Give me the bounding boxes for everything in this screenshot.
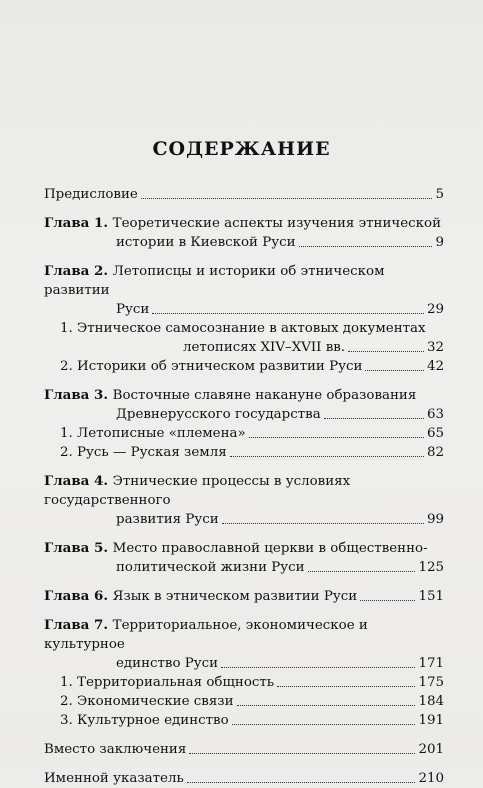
toc-entry-text — [60, 692, 234, 711]
toc-entry-text — [44, 216, 441, 231]
toc-line — [44, 386, 444, 405]
toc-entry-text — [116, 405, 321, 424]
toc-entry — [44, 769, 444, 788]
toc-line — [60, 319, 444, 338]
toc-entry-text — [44, 185, 138, 204]
page-number: 99 — [426, 512, 444, 527]
dot-leader — [299, 246, 433, 247]
entry-title: Именной указатель — [44, 771, 184, 786]
toc-entry-text — [44, 541, 428, 556]
toc-subentry — [60, 711, 444, 730]
entry-title: Летописцы и историки об этническом развитии — [44, 264, 385, 298]
toc-entry-text — [44, 264, 384, 298]
toc-entry-text — [116, 654, 218, 673]
toc-entry — [44, 214, 444, 252]
page-number: 210 — [418, 771, 444, 786]
dot-leader — [187, 782, 416, 783]
table-of-contents — [44, 185, 444, 788]
toc-entry-text — [60, 357, 362, 376]
toc-line-with-page — [44, 587, 444, 606]
entry-title: 2. Русь — Руская земля — [60, 445, 227, 460]
page-number: 125 — [418, 560, 444, 575]
page-number: 191 — [418, 713, 444, 728]
toc-spacer — [44, 577, 444, 587]
page-number: 9 — [435, 235, 444, 250]
toc-subentry — [60, 319, 444, 357]
page-number: 29 — [426, 302, 444, 317]
dot-leader — [141, 198, 433, 199]
toc-line-with-page — [44, 654, 444, 673]
toc-spacer — [44, 204, 444, 214]
entry-title: истории в Киевской Руси — [116, 235, 296, 250]
entry-title: 2. Историки об этническом развитии Руси — [60, 359, 363, 374]
toc-entry-text — [60, 673, 274, 692]
entry-title: летописях XIV–XVII вв. — [183, 340, 346, 355]
chapter-number: Глава 5. — [44, 540, 113, 556]
toc-entry-text — [44, 769, 184, 788]
toc-line-with-page — [60, 692, 444, 711]
dot-leader — [348, 351, 424, 352]
toc-entry — [44, 185, 444, 204]
page-number: 184 — [418, 694, 444, 709]
toc-line-with-page — [60, 673, 444, 692]
toc-line — [44, 539, 444, 558]
toc-spacer — [44, 252, 444, 262]
chapter-number: Глава 2. — [44, 263, 113, 279]
dot-leader — [152, 313, 424, 314]
toc-spacer — [44, 462, 444, 472]
toc-line-with-page — [60, 443, 444, 462]
entry-title: Место православной церкви в общественно- — [112, 541, 428, 556]
toc-spacer — [44, 376, 444, 386]
toc-subentry — [60, 357, 444, 376]
toc-line-with-page — [44, 233, 444, 252]
toc-entry-text — [116, 233, 296, 252]
toc-line-with-page — [44, 740, 444, 759]
toc-line-with-page — [44, 769, 444, 788]
toc-entry — [44, 386, 444, 424]
entry-title: Территориальное, экономическое и культурное — [44, 618, 368, 652]
toc-entry-text — [44, 618, 368, 652]
toc-subentry — [60, 692, 444, 711]
dot-leader — [221, 667, 415, 668]
toc-subentry — [60, 443, 444, 462]
chapter-number: Глава 4. — [44, 473, 113, 489]
toc-entry-text — [44, 474, 350, 508]
toc-spacer — [44, 606, 444, 616]
toc-line-with-page — [44, 558, 444, 577]
entry-title: Руси — [116, 302, 150, 317]
toc-entry — [44, 262, 444, 319]
dot-leader — [237, 705, 416, 706]
toc-spacer — [44, 529, 444, 539]
dot-leader — [189, 753, 415, 754]
toc-entry-text — [60, 424, 246, 443]
entry-title: 3. Культурное единство — [60, 713, 229, 728]
toc-line — [44, 214, 444, 233]
toc-entry-text — [60, 321, 426, 336]
toc-spacer — [44, 759, 444, 769]
toc-entry-text — [60, 711, 229, 730]
toc-entry — [44, 616, 444, 673]
entry-title: Вместо заключения — [44, 742, 187, 757]
dot-leader — [232, 724, 416, 725]
dot-leader — [222, 523, 424, 524]
toc-entry-text — [116, 510, 219, 529]
entry-title: Восточные славяне накануне образования — [112, 388, 417, 403]
entry-title: 1. Летописные «племена» — [60, 426, 246, 441]
toc-entry-text — [116, 558, 305, 577]
dot-leader — [230, 456, 424, 457]
chapter-number: Глава 1. — [44, 215, 113, 231]
bleed-through-header — [40, 14, 440, 26]
toc-line-with-page — [60, 424, 444, 443]
entry-title: Этнические процессы в условиях государственного — [44, 474, 351, 508]
toc-line-with-page — [44, 510, 444, 529]
toc-entry — [44, 472, 444, 529]
entry-title: 2. Экономические связи — [60, 694, 234, 709]
chapter-number: Глава 7. — [44, 617, 113, 633]
entry-title: Язык в этническом развитии Руси — [112, 589, 358, 604]
toc-entry — [44, 587, 444, 606]
page-title: СОДЕРЖАНИЕ — [152, 138, 331, 160]
chapter-number: Глава 6. — [44, 588, 113, 604]
dot-leader — [360, 600, 415, 601]
toc-entry-text — [44, 388, 416, 403]
toc-subentry — [60, 424, 444, 443]
entry-title: политической жизни Руси — [116, 560, 305, 575]
toc-entry — [44, 740, 444, 759]
entry-title: 1. Территориальная общность — [60, 675, 275, 690]
page-number: 82 — [426, 445, 444, 460]
toc-line — [44, 472, 444, 510]
entry-title: развития Руси — [116, 512, 219, 527]
page-number: 5 — [435, 187, 444, 202]
toc-line-with-page — [60, 357, 444, 376]
toc-subentry — [60, 673, 444, 692]
toc-entry-text — [44, 740, 186, 759]
chapter-number: Глава 3. — [44, 387, 113, 403]
toc-line-with-page — [44, 300, 444, 319]
page-number: 171 — [418, 656, 444, 671]
page-number: 42 — [426, 359, 444, 374]
page-number: 175 — [418, 675, 444, 690]
entry-title: Теоретические аспекты изучения этнической — [112, 216, 442, 231]
toc-line-with-page — [44, 405, 444, 424]
toc-entry-text — [116, 300, 149, 319]
toc-entry — [44, 539, 444, 577]
dot-leader — [324, 418, 424, 419]
dot-leader — [249, 437, 424, 438]
page-number: 63 — [426, 407, 444, 422]
page-number: 151 — [418, 589, 444, 604]
entry-title: единство Руси — [116, 656, 219, 671]
toc-entry-text — [60, 443, 227, 462]
dot-leader — [365, 370, 424, 371]
toc-line-with-page — [44, 185, 444, 204]
toc-entry-text — [183, 338, 345, 357]
page-number: 201 — [418, 742, 444, 757]
dot-leader — [277, 686, 415, 687]
entry-title: Предисловие — [44, 187, 138, 202]
toc-entry-text — [44, 587, 357, 606]
toc-spacer — [44, 730, 444, 740]
page-number: 32 — [426, 340, 444, 355]
page-number: 65 — [426, 426, 444, 441]
toc-line — [44, 616, 444, 654]
toc-line-with-page — [60, 338, 444, 357]
dot-leader — [308, 571, 416, 572]
toc-line — [44, 262, 444, 300]
entry-title: 1. Этническое самосознание в актовых документах — [60, 321, 426, 336]
entry-title: Древнерусского государства — [116, 407, 321, 422]
toc-line-with-page — [60, 711, 444, 730]
